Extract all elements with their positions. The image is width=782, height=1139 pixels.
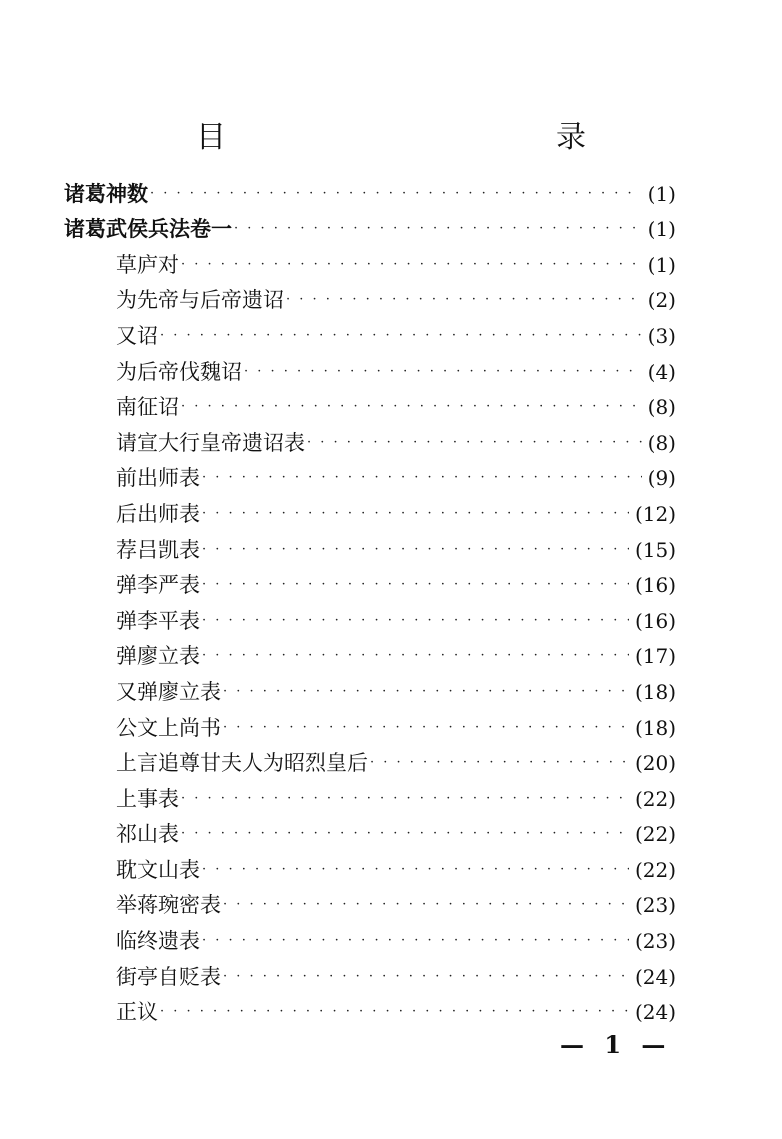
toc-entry-title: 耽文山表 <box>116 857 200 882</box>
toc-entry-page: (18) <box>634 679 676 704</box>
toc-entry-title: 荐吕凯表 <box>116 537 200 562</box>
toc-entry <box>64 243 676 279</box>
toc-entry-page: (23) <box>634 893 676 918</box>
dot-leader <box>202 649 629 663</box>
toc-entry <box>64 813 676 849</box>
toc-entry <box>64 421 676 457</box>
dot-leader <box>202 863 629 877</box>
toc-entry <box>64 564 676 600</box>
toc-entry-title: 祁山表 <box>116 822 179 847</box>
toc-entry-page: (20) <box>634 751 676 776</box>
toc-entry-title: 诸葛武侯兵法卷一 <box>64 216 232 242</box>
toc-entry <box>64 706 676 742</box>
toc-entry <box>64 777 676 813</box>
toc-entry-page: (17) <box>634 644 676 669</box>
toc-entry-page: (16) <box>634 573 676 598</box>
toc-entry <box>64 955 676 991</box>
toc-entry-page: (22) <box>634 857 676 882</box>
toc-entry <box>64 599 676 635</box>
toc-entry <box>64 172 676 208</box>
dot-leader <box>150 187 642 201</box>
toc-entry-title: 举蒋琬密表 <box>116 893 221 918</box>
toc-entry <box>64 208 676 244</box>
toc-entry-page: (24) <box>634 964 676 989</box>
toc-entry-title: 弹李严表 <box>116 573 200 598</box>
toc-entry-title: 街亭自贬表 <box>116 964 221 989</box>
toc-entry <box>64 457 676 493</box>
toc-entry-page: (4) <box>647 359 676 384</box>
toc-entry <box>64 635 676 671</box>
toc-entry <box>64 670 676 706</box>
dot-leader <box>202 934 629 948</box>
toc-entry-title: 正议 <box>116 1000 158 1025</box>
dot-leader <box>160 1005 629 1019</box>
toc-entry-page: (18) <box>634 715 676 740</box>
dot-leader <box>223 685 629 699</box>
dot-leader <box>181 827 629 841</box>
page-number: — 1 — <box>560 1030 672 1059</box>
toc-entry-title: 弹廖立表 <box>116 644 200 669</box>
toc-entry-title: 为后帝伐魏诏 <box>116 359 242 384</box>
toc-entry-title: 弹李平表 <box>116 608 200 633</box>
toc-entry <box>64 919 676 955</box>
dot-leader <box>160 329 642 343</box>
toc-entry <box>64 528 676 564</box>
dot-leader <box>244 365 642 379</box>
toc-entry-title: 上事表 <box>116 786 179 811</box>
toc-entry-title: 后出师表 <box>116 501 200 526</box>
toc-entry <box>64 279 676 315</box>
toc-entry-title: 又诏 <box>116 323 158 348</box>
toc-entry-page: (12) <box>634 501 676 526</box>
toc-entry <box>64 991 676 1027</box>
toc-entry <box>64 742 676 778</box>
toc-entry-title: 请宣大行皇帝遗诏表 <box>116 430 305 455</box>
dot-leader <box>202 614 629 628</box>
dot-leader <box>181 258 642 272</box>
toc-entry <box>64 884 676 920</box>
toc-entry-page: (23) <box>634 929 676 954</box>
toc-entry-page: (1) <box>647 181 676 206</box>
dot-leader <box>286 293 642 307</box>
toc-entry-title: 临终遗表 <box>116 929 200 954</box>
dot-leader <box>181 400 642 414</box>
toc-entry-title: 又弹廖立表 <box>116 679 221 704</box>
toc-entry-page: (8) <box>647 395 676 420</box>
toc-entry <box>64 386 676 422</box>
toc-entry <box>64 314 676 350</box>
toc-entry-page: (24) <box>634 1000 676 1025</box>
toc-entry-title: 诸葛神数 <box>64 180 148 206</box>
toc-entry <box>64 350 676 386</box>
toc-entry-page: (8) <box>647 430 676 455</box>
toc-entry-title: 前出师表 <box>116 466 200 491</box>
toc-entry-title: 南征诏 <box>116 395 179 420</box>
dot-leader <box>202 543 629 557</box>
dot-leader <box>370 756 629 770</box>
toc-entry-page: (1) <box>647 217 676 242</box>
toc-entry-page: (15) <box>634 537 676 562</box>
toc-entry-page: (3) <box>647 323 676 348</box>
dot-leader <box>181 792 629 806</box>
toc-entry-page: (1) <box>647 252 676 277</box>
dot-leader <box>234 222 642 236</box>
toc-entry-page: (2) <box>647 288 676 313</box>
toc-entry-page: (22) <box>634 822 676 847</box>
toc-entry-title: 上言追尊甘夫人为昭烈皇后 <box>116 751 368 776</box>
dot-leader <box>223 970 629 984</box>
toc-entry <box>64 848 676 884</box>
toc-entry-title: 为先帝与后帝遗诏 <box>116 288 284 313</box>
toc-entry-title: 公文上尚书 <box>116 715 221 740</box>
toc-entry-page: (22) <box>634 786 676 811</box>
toc-entry-page: (16) <box>634 608 676 633</box>
page-title: 目 录 <box>196 120 676 155</box>
toc-entry <box>64 492 676 528</box>
dot-leader <box>202 507 629 521</box>
toc-entry-page: (9) <box>647 466 676 491</box>
toc-entry-title: 草庐对 <box>116 252 179 277</box>
dot-leader <box>223 898 629 912</box>
dot-leader <box>202 471 642 485</box>
dot-leader <box>223 721 629 735</box>
dot-leader <box>307 436 642 450</box>
dot-leader <box>202 578 629 592</box>
table-of-contents <box>64 172 676 1026</box>
